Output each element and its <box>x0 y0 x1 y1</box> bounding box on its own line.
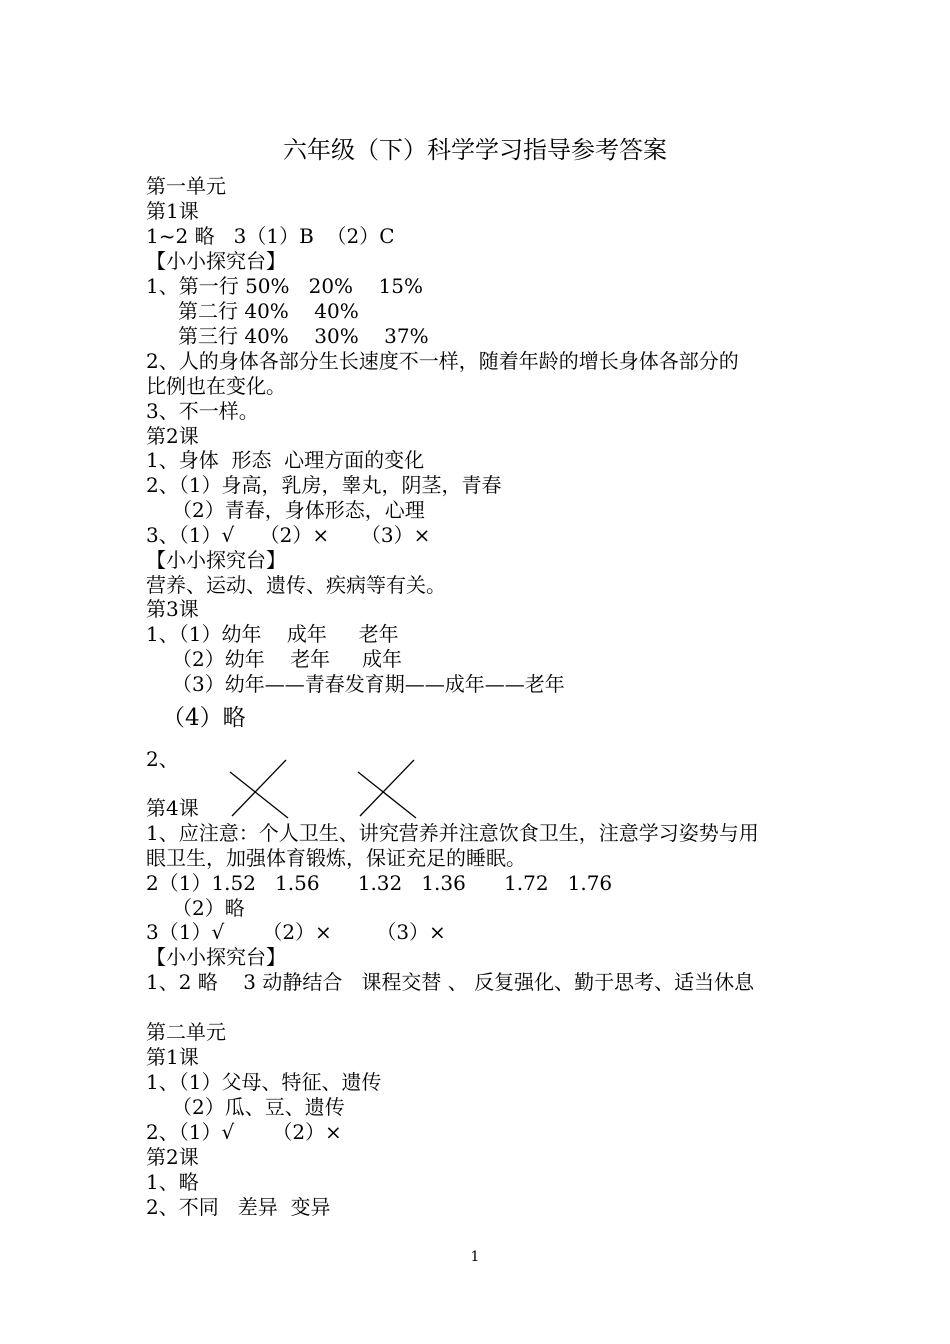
section-heading: 【小小探究台】 <box>146 945 286 969</box>
answer-line: 3、（1）√ （2）× （3）× <box>146 523 431 547</box>
answer-line: 3（1）√ （2）× （3）× <box>146 920 446 944</box>
lesson-heading: 第2课 <box>146 1145 199 1169</box>
lesson-heading: 第1课 <box>146 1045 199 1069</box>
lesson-heading: 第3课 <box>146 597 199 621</box>
answer-line: 2（1）1.52 1.56 1.32 1.36 1.72 1.76 <box>146 871 613 895</box>
unit-heading: 第一单元 <box>146 174 226 198</box>
answer-line: 1、（1）父母、特征、遗传 <box>146 1070 382 1094</box>
answer-line: 1、2 略 3 动静结合 课程交替 、 反复强化、勤于思考、适当休息 <box>146 970 755 994</box>
answer-line: （2）青春，身体形态，心理 <box>172 498 425 522</box>
section-heading: 【小小探究台】 <box>146 249 286 273</box>
answer-line: 1、略 <box>146 1170 199 1194</box>
answer-line: 2、不同 差异 变异 <box>146 1195 331 1219</box>
answer-line: 1、（1）幼年 成年 老年 <box>146 622 399 646</box>
cross-mark-icon <box>228 758 290 820</box>
answer-line: 眼卫生，加强体育锻炼，保证充足的睡眠。 <box>146 846 526 870</box>
answer-line: 1、身体 形态 心理方面的变化 <box>146 448 425 472</box>
answer-line: 3、不一样。 <box>146 399 259 423</box>
page-title: 六年级（下）科学学习指导参考答案 <box>283 136 667 164</box>
answer-line: （4）略 <box>162 705 246 731</box>
lesson-heading: 第1课 <box>146 199 199 223</box>
answer-line: 第三行 40% 30% 37% <box>178 324 429 348</box>
section-heading: 【小小探究台】 <box>146 548 286 572</box>
answer-line: （3）幼年——青春发育期——成年——老年 <box>172 672 565 696</box>
lesson-heading: 第2课 <box>146 424 199 448</box>
answer-line: 营养、运动、遗传、疾病等有关。 <box>146 573 446 597</box>
page-number: 1 <box>470 1249 480 1265</box>
answer-line: （2）瓜、豆、遗传 <box>172 1095 345 1119</box>
answer-line: 比例也在变化。 <box>146 374 286 398</box>
unit-heading: 第二单元 <box>146 1020 226 1044</box>
answer-line: 第二行 40% 40% <box>178 299 359 323</box>
answer-line: 2、 <box>146 747 179 771</box>
answer-line: 1~2 略 3（1）B （2）C <box>146 224 395 248</box>
answer-line: 1、应注意：个人卫生、讲究营养并注意饮食卫生，注意学习姿势与用 <box>146 821 759 845</box>
answer-line: 2、（1）身高，乳房，睾丸，阴茎，青春 <box>146 473 502 497</box>
cross-mark-icon <box>356 758 418 820</box>
answer-line: 2、（1）√ （2）× <box>146 1120 342 1144</box>
answer-line: （2）幼年 老年 成年 <box>172 647 402 671</box>
lesson-heading: 第4课 <box>146 796 199 820</box>
answer-line: 2、人的身体各部分生长速度不一样，随着年龄的增长身体各部分的 <box>146 349 739 373</box>
answer-line: 1、第一行 50% 20% 15% <box>146 274 423 298</box>
answer-line: （2）略 <box>172 896 245 920</box>
